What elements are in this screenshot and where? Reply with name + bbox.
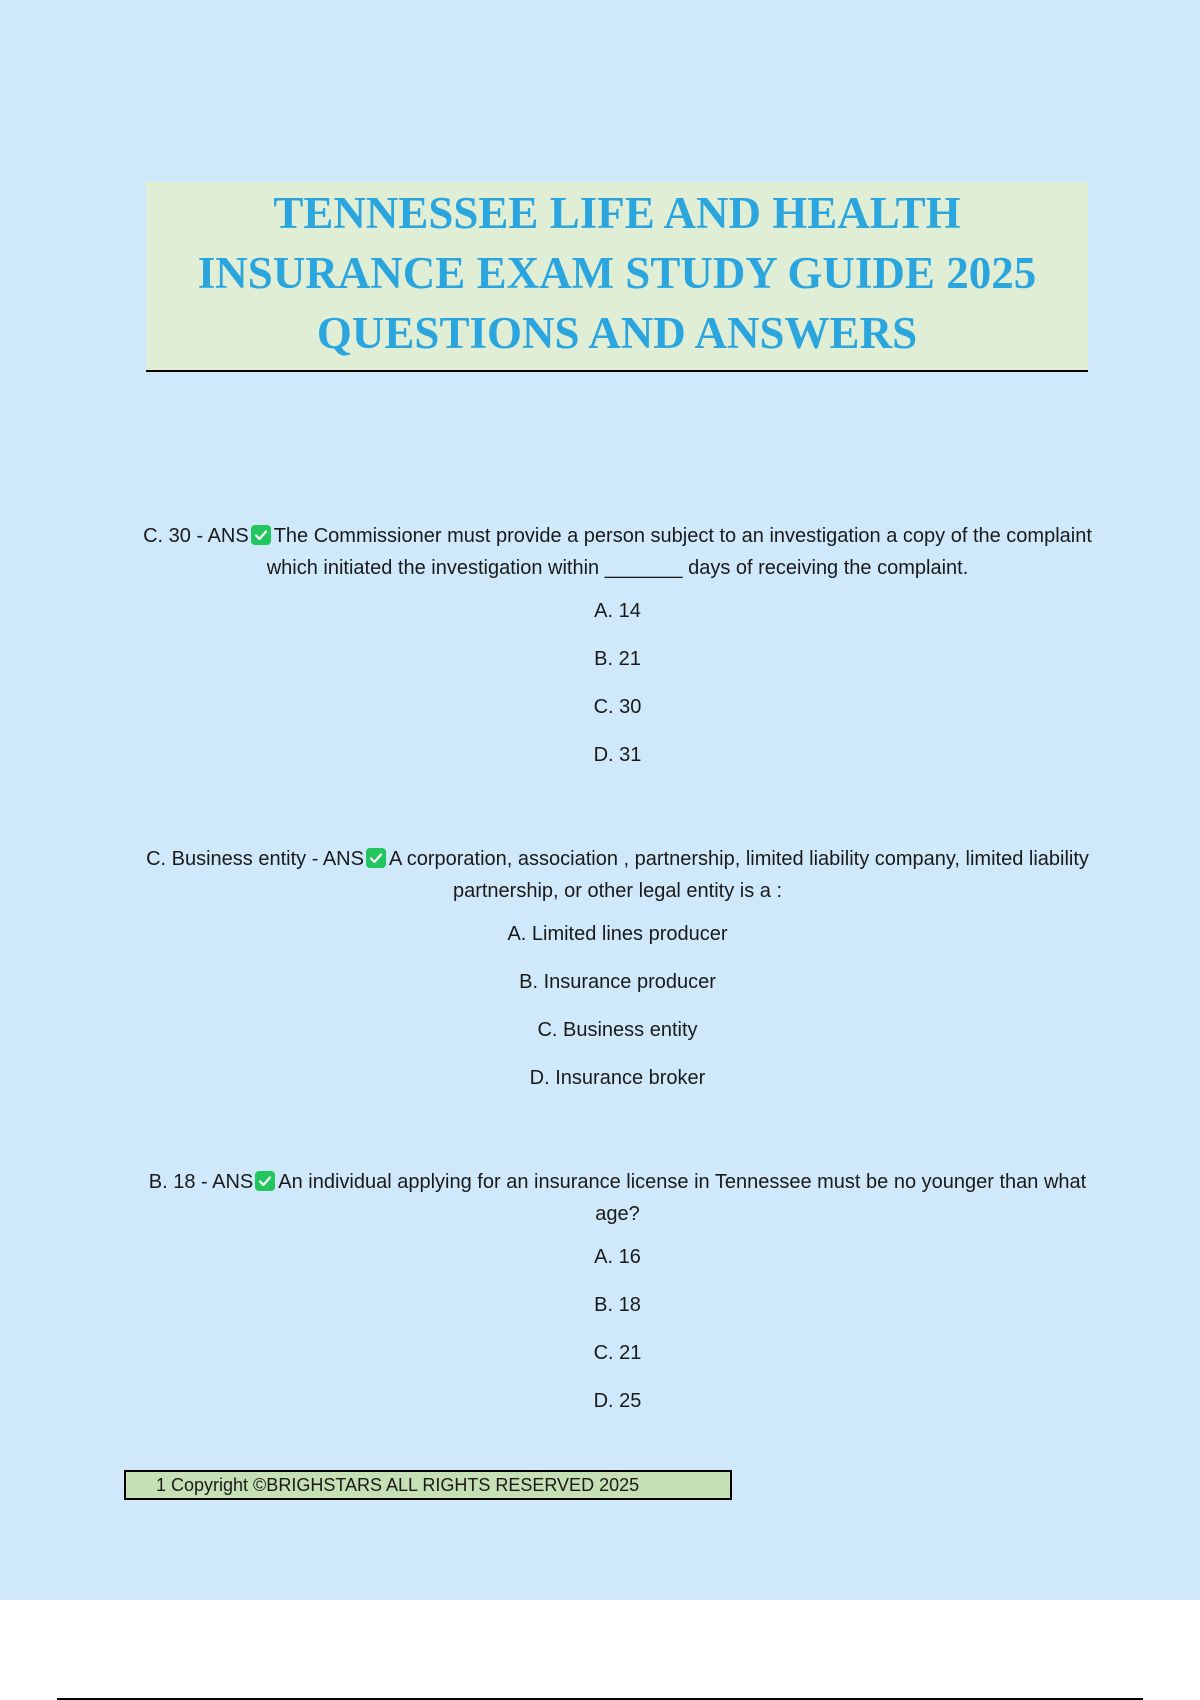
answer-option: C. 21 (593, 1342, 642, 1364)
answer-option: C. 30 (593, 696, 642, 718)
question-body: An individual applying for an insurance license in Tennessee must be no younger than what age? (278, 1171, 1087, 1225)
answer-option: A. Limited lines producer (507, 923, 728, 945)
answer-option: C. Business entity (537, 1019, 698, 1041)
question-text (140, 843, 1095, 907)
answer-prefix: B. 18 - ANS (148, 1171, 254, 1193)
check-mark-icon (366, 848, 386, 868)
copyright-footer: 1 Copyright ©BRIGHSTARS ALL RIGHTS RESERVED 2025 (124, 1470, 732, 1500)
title-line: INSURANCE EXAM STUDY GUIDE 2025 (197, 248, 1037, 298)
answer-option: D. 31 (593, 744, 642, 766)
answer-option: B. 21 (594, 648, 641, 670)
question-body: The Commissioner must provide a person subject to an investigation a copy of the complaint which initiated the investigation within _______ days of receiving the complaint. (266, 525, 1092, 579)
answer-option: B. Insurance producer (519, 971, 716, 993)
question-body: A corporation, association , partnership, limited liability company, limited liability partnership, or other legal entity is a : (388, 848, 1089, 902)
question-text (140, 520, 1095, 584)
answer-prefix: C. 30 - ANS (143, 525, 249, 547)
question-block (140, 520, 1095, 790)
answer-option: D. Insurance broker (529, 1067, 706, 1089)
document-title-banner (146, 182, 1088, 372)
check-mark-icon (251, 525, 271, 545)
check-mark-icon (255, 1171, 275, 1191)
answer-option: A. 14 (594, 600, 641, 622)
question-block (140, 1166, 1095, 1436)
answer-option: A. 16 (594, 1246, 641, 1268)
question-block (140, 843, 1095, 1113)
answer-prefix: C. Business entity - ANS (146, 848, 364, 870)
question-text (140, 1166, 1095, 1230)
answer-option: D. 25 (593, 1390, 642, 1412)
title-line: TENNESSEE LIFE AND HEALTH (273, 188, 961, 238)
answer-option: B. 18 (594, 1294, 641, 1316)
title-line: QUESTIONS AND ANSWERS (316, 308, 918, 358)
